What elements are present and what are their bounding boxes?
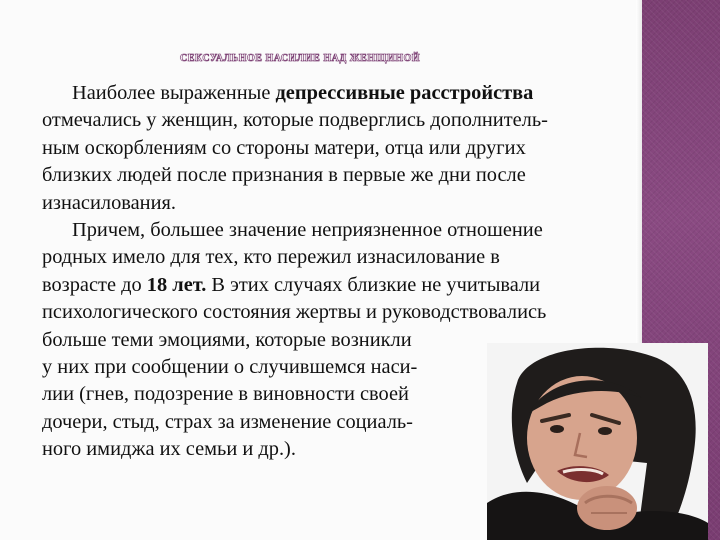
text-span: Наиболее выраженные	[72, 82, 276, 104]
text-line: ного имиджа их семьи и др.).	[42, 438, 296, 461]
text-line	[42, 80, 652, 107]
bold-term: депрессивные расстройства	[275, 82, 534, 104]
slide-title: СЕКСУАЛЬНОЕ НАСИЛИЕ НАД ЖЕНЩИНОЙ	[180, 53, 421, 64]
text-line: Причем, большее значение неприязненное отношение	[72, 219, 543, 242]
text-span: В этих случаях близкие не учитывали	[206, 273, 541, 296]
text-line: лии (гнев, подозрение в виновности своей	[42, 383, 409, 406]
text-line: у них при сообщении о случившемся наси-	[42, 356, 418, 379]
bold-term: 18 лет.	[146, 273, 207, 296]
text-line: изнасилования.	[42, 191, 176, 214]
text-line: дочери, стыд, страх за изменение социаль-	[42, 410, 413, 433]
text-line: родных имело для тех, кто пережил изнасилование в	[42, 246, 500, 269]
paragraph-1	[42, 80, 652, 217]
woman-illustration	[487, 343, 708, 540]
text-line: психологического состояния жертвы и руководствовались	[42, 301, 547, 324]
text-line: ным оскорблениям со стороны матери, отца или других	[42, 136, 526, 159]
text-line: отмечались у женщин, которые подверглись дополнитель-	[42, 109, 548, 132]
text-line	[42, 272, 652, 299]
text-span: возрасте до	[42, 273, 147, 296]
angry-woman-photo	[487, 343, 708, 540]
text-line: больше теми эмоциями, которые возникли	[42, 328, 412, 351]
text-line: близких людей после признания в первые же дни после	[42, 164, 526, 187]
